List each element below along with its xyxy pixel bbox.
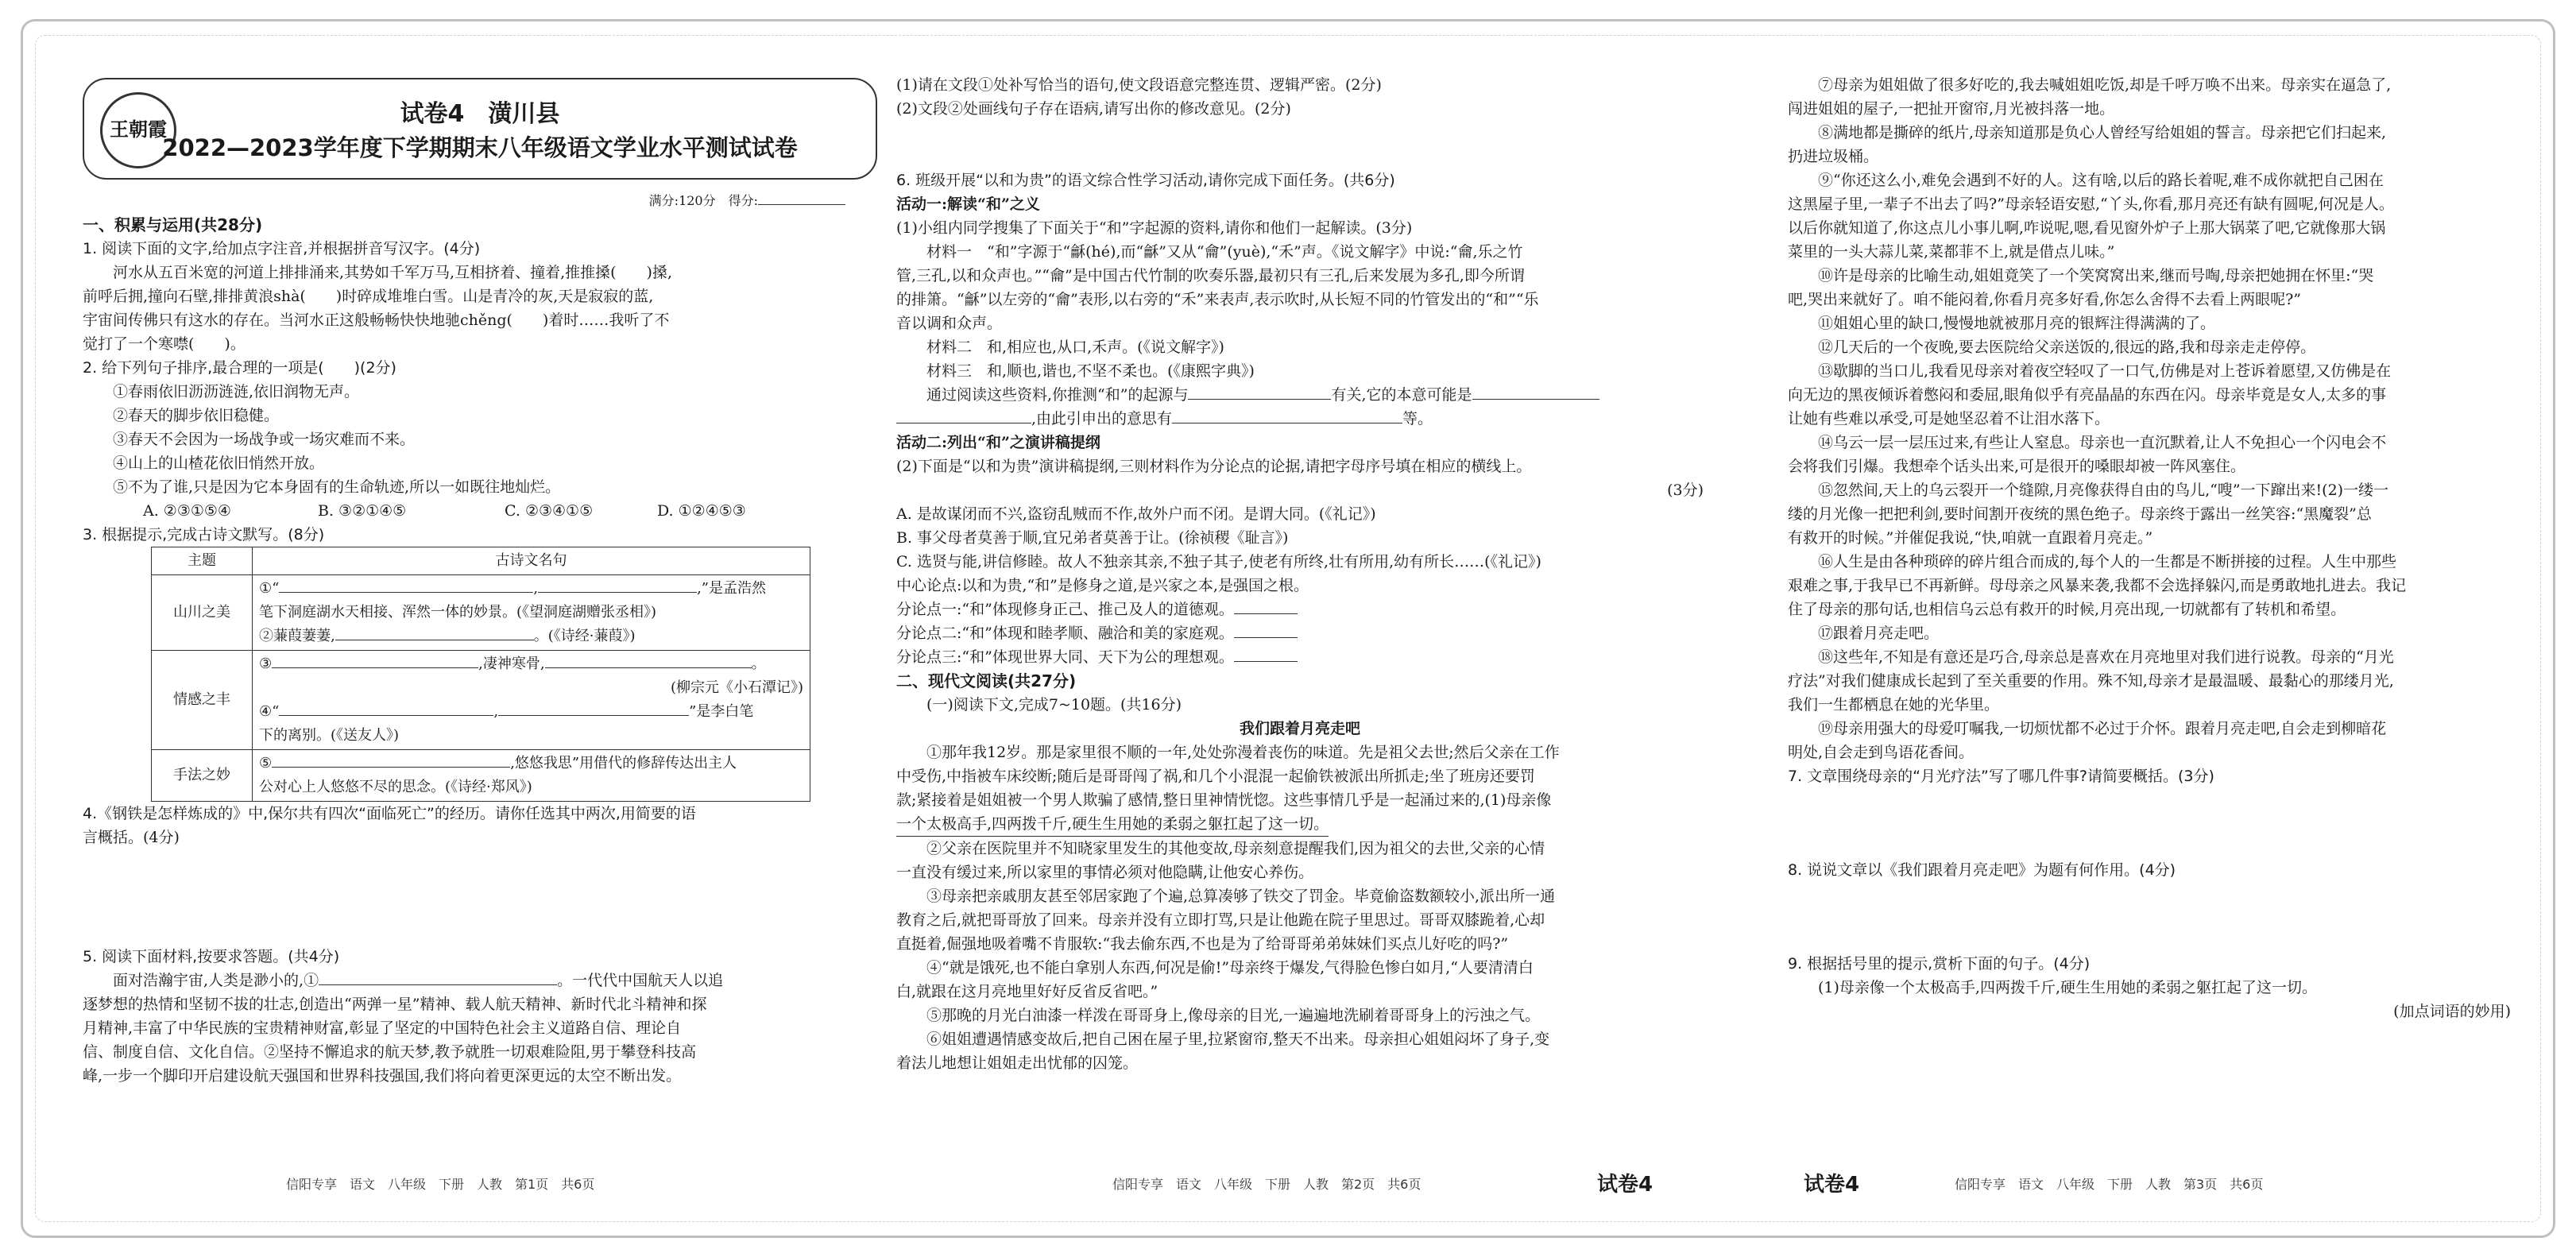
question-9-hint: (加点词语的妙用) (2393, 1003, 2511, 1020)
question-2: 2. 给下列句子排序,最合理的一项是( )(2分) (83, 359, 396, 377)
question-7: 7. 文章围绕母亲的“月光疗法”写了哪几件事?请简要概括。(3分) (1788, 768, 2214, 785)
activity-heading: 活动一:解读“和”之义 (896, 195, 1040, 213)
article-para: ⑭乌云一层一层压过来,有些让人窒息。母亲也一直沉默着,让人不免担心一个闪电会不 (1818, 434, 2387, 451)
article-para: ⑤那晚的月光白油漆一样泼在哥哥身上,像母亲的目光,一遍遍地洗刷着哥哥身上的污浊之气。 (926, 1007, 1541, 1024)
answer-space (83, 849, 877, 945)
question-8: 8. 说说文章以《我们跟着月亮走吧》为题有何作用。(4分) (1788, 861, 2176, 879)
answer-space (1788, 882, 2511, 952)
article-para: ⑲母亲用强大的母爱叮嘱我,一切烦忧都不必过于介怀。跟着月亮走吧,自会走到柳暗花 (1818, 720, 2387, 737)
question-3: 3. 根据提示,完成古诗文默写。(8分) (83, 526, 325, 543)
passage-line: 宇宙间传佛只有这水的存在。当河水正这般畅畅快快地驰chěng( )着时……我听了不 (83, 311, 670, 329)
sub-point: 分论点三:“和”体现世界大同、天下为公的理想观。 (896, 645, 1704, 669)
material-line: 材料二 和,相应也,从口,禾声。(《说文解字》) (926, 338, 1224, 356)
article-para: 我们一生都栖息在她的光华里。 (1788, 696, 2000, 714)
table-header-poem: 古诗文名句 (253, 547, 810, 575)
question-9: 9. 根据括号里的提示,赏析下面的句子。(4分) (1788, 955, 2091, 973)
article-para: ⑦母亲为姐姐做了很多好吃的,我去喊姐姐吃饭,却是千呼万唤不出来。母亲实在逼急了, (1818, 76, 2392, 94)
section-heading: 二、现代文阅读(共27分) (896, 671, 1077, 690)
option-line: ①春雨依旧沥沥涟涟,依旧润物无声。 (113, 383, 360, 400)
option-line: ②春天的脚步依旧稳健。 (113, 407, 280, 424)
article-para: ⑥姐姐遭遇情感变故后,把自己困在屋子里,拉紧窗帘,整天不出来。母亲担心姐姐闷坏了身子,变 (926, 1031, 1550, 1048)
passage-line: 逐梦想的热情和坚韧不拔的壮志,创造出“两弹一星”精神、载人航天精神、新时代北斗精神和探 (83, 996, 707, 1013)
table-cell-theme: 手法之妙 (152, 750, 253, 802)
article-para: ⑯人生是由各种琐碎的碎片组合而成的,每个人的一生都是不断拼接的过程。人生中那些 (1818, 553, 2397, 570)
article-para: 会将我们引爆。我想牵个话头出来,可是很开的嗓眼却被一阵风塞住。 (1788, 458, 2246, 475)
article-para: 住了母亲的那句话,也相信乌云总有救开的时候,月亮出现,一切就都有了转机和希望。 (1788, 601, 2346, 618)
article-para: 教育之后,就把哥哥放了回来。母亲并没有立即打骂,只是让他跪在院子里思过。哥哥双膝跪着,心却 (896, 911, 1545, 929)
article-para: ⑧满地都是撕碎的纸片,母亲知道那是负心人曾经写给姐姐的誓言。母亲把它们扫起来, (1818, 124, 2387, 141)
article-para: 白,就跟在这月亮地里好好反省反省吧。” (896, 983, 1158, 1000)
question-5-2: (2)文段②处画线句子存在语病,请写出你的修改意见。(2分) (896, 100, 1291, 118)
article-para: ⑩许是母亲的比喻生动,姐姐竟笑了一个笑窝窝出来,继而号啕,母亲把她拥在怀里:“哭 (1818, 267, 2374, 284)
option-c: C. 选贤与能,讲信修睦。故人不独亲其亲,不独子其子,使老有所终,壮有所用,幼有所长……(《礼记》) (896, 553, 1541, 570)
question-5: 5. 阅读下面材料,按要求答题。(共4分) (83, 948, 340, 965)
material-line: 材料三 和,顺也,谐也,不坚不柔也。(《康熙字典》) (926, 362, 1255, 380)
article-para: 一个太极高手,四两拨千斤,硬生生用她的柔弱之躯扛起了这一切。 (896, 812, 1329, 837)
score-note: (3分) (1667, 482, 1704, 499)
article-para: 让她有些难以承受,可是她坚忍着不让泪水落下。 (1788, 410, 2110, 427)
question-5-1: (1)请在文段①处补写恰当的语句,使文段语意完整连贯、逻辑严密。(2分) (896, 76, 1382, 94)
article-para: 有救开的时候。”并催促我说,“快,咱就一直跟着月亮走。” (1788, 529, 2153, 547)
article-para: ④“就是饿死,也不能白拿别人东西,何况是偷!”母亲终于爆发,气得脸色惨白如月,“人要清清白 (926, 959, 1534, 977)
article-para: ⑨“你还这么小,难免会遇到不好的人。这有啥,以后的路长着呢,难不成你就把自己困在 (1818, 172, 2384, 189)
answer-space (896, 121, 1704, 168)
question-6-2: (2)下面是“以和为贵”演讲稿提纲,三则材料作为分论点的论据,请把字母序号填在相应的横线上。 (896, 458, 1532, 475)
option-b: B. 事父母者莫善于顺,宜兄弟者莫善于让。(徐祯稷《耻言》) (896, 529, 1289, 547)
question-9-1: (1)母亲像一个太极高手,四两拨千斤,硬生生用她的柔弱之躯扛起了这一切。 (1818, 979, 2317, 996)
option-d: D. ①②④⑤③ (657, 502, 746, 520)
material-line: 材料一 “和”字源于“龢(hé),而“龢”又从“龠”(yuè),“禾”声。《说文解字》中说:“龠,乐之竹 (926, 243, 1523, 261)
material-line: 音以调和众声。 (896, 315, 1003, 332)
article-para: 吧,哭出来就好了。咱不能闷着,你看月亮多好看,你怎么舍得不去看上两眼呢?” (1788, 291, 2302, 308)
answer-options (83, 499, 877, 523)
table-header-theme: 主题 (152, 547, 253, 575)
article-para: 直挺着,倔强地吸着嘴不肯服软:“我去偷东西,不也是为了给哥哥弟弟妹妹们买点儿好吃的吗?” (896, 935, 1509, 953)
column-3 (1788, 73, 2511, 1023)
article-para: 疗法”对我们健康成长起到了至关重要的作用。殊不知,母亲才是最温暖、最黏心的那缕月光, (1788, 672, 2394, 690)
fill-line: 通过阅读这些资料,你推测“和”的起源与 有关,它的本意可能是 (926, 383, 1704, 407)
article-para: ⑮忽然间,天上的乌云裂开一个缝隙,月亮像获得自由的鸟儿,“嗖”一下蹿出来!(2)一缕一 (1818, 482, 2389, 499)
article-para: 缕的月光像一把把利剑,要时间割开夜统的黑色绝子。母亲终于露出一丝笑容:“黑魔裂”总 (1788, 505, 2372, 523)
exam-label: 试卷4 (1804, 1173, 1860, 1197)
article-para: 明处,自会走到鸟语花香间。 (1788, 744, 1975, 761)
question-6-1: (1)小组内同学搜集了下面关于“和”字起源的资料,请你和他们一起解读。(3分) (896, 219, 1413, 237)
article-para: ⑱这些年,不知是有意还是巧合,母亲总是喜欢在月亮地里对我们进行说教。母亲的“月光 (1818, 648, 2394, 666)
article-para: 着法儿地想让姐姐走出忧郁的囚笼。 (896, 1054, 1139, 1072)
material-line: 管,三孔,以和众声也。”“龠”是中国古代竹制的吹奏乐器,最初只有三孔,后来发展为多孔,即今所谓 (896, 267, 1525, 284)
option-line: ⑤不为了谁,只是因为它本身固有的生命轨迹,所以一如既往地灿烂。 (113, 478, 561, 496)
sub-point: 分论点二:“和”体现和睦孝顺、融洽和美的家庭观。 (896, 621, 1704, 645)
table-cell-poem: ①“ , ,”是孟浩然 笔下洞庭湖水天相接、浑然一体的妙景。(《望洞庭湖赠张丞相》) ②蒹葭萋萋, 。(《诗经·蒹葭》) (253, 575, 810, 651)
article-para: ①那年我12岁。那是家里很不顺的一年,处处弥漫着丧伤的味道。先是祖父去世;然后父亲在工作 (926, 744, 1560, 761)
article-para: 中受伤,中指被车床绞断;随后是哥哥闯了祸,和几个小混混一起偷铁被派出所抓走;坐了班房还要罚 (896, 768, 1535, 785)
material-line: 的排箫。“龢”以左旁的“龠”表形,以右旁的“禾”来表声,表示吹时,从长短不同的竹管发出的“和”“乐 (896, 291, 1539, 308)
passage-line: 面对浩瀚宇宙,人类是渺小的,① 。一代代中国航天人以追 (113, 972, 724, 989)
article-para: ⑫几天后的一个夜晚,要去医院给父亲送饭的,很远的路,我和母亲走走停停。 (1818, 338, 2316, 356)
exam-subtitle: 2022—2023学年度下学期期末八年级语文学业水平测试试卷 (162, 134, 798, 161)
article-para: 以后你就知道了,你这点儿小事儿啊,咋说呢,嗯,看见窗外炉子上那大锅菜了吧,它就像那大锅 (1788, 219, 2386, 237)
passage-line: 月精神,丰富了中华民族的宝贵精神财富,彰显了坚定的中国特色社会主义道路自信、理论自 (83, 1019, 682, 1037)
article-para: 艰难之事,于我早已不再新鲜。母母亲之风暴来袭,我都不会选择躲闪,而是勇敢地扎进去。我记 (1788, 577, 2407, 594)
article-para: 菜里的一头大蒜儿菜,菜都菲不上,就是借点儿味。” (1788, 243, 2115, 261)
sub-point: 分论点一:“和”体现修身正己、推己及人的道德观。 (896, 598, 1704, 621)
option-a: A. ②③①⑤④ (143, 502, 231, 520)
article-para: ③母亲把亲戚朋友甚至邻居家跑了个遍,总算凑够了铁交了罚金。毕竟偷盗数额较小,派出所一通 (926, 888, 1556, 905)
table-cell-theme: 情感之丰 (152, 651, 253, 750)
passage-line: 河水从五百米宽的河道上排排涌来,其势如千军万马,互相挤着、撞着,推推搡( )搡, (113, 264, 672, 281)
reading-instruction: (一)阅读下文,完成7~10题。(共16分) (926, 696, 1182, 714)
article-para: 一直没有缓过来,所以家里的事情必须对他隐瞒,让他安心养伤。 (896, 864, 1314, 881)
fill-line: ,由此引申出的意思有 等。 (896, 407, 1704, 431)
question-1: 1. 阅读下面的文字,给加点字注音,并根据拼音写汉字。(4分) (83, 240, 481, 257)
option-line: ③春天不会因为一场战争或一场灾难而不来。 (113, 431, 416, 448)
publisher-logo: 王朝霞 (100, 92, 176, 168)
article-title: 我们跟着月亮走吧 (1239, 720, 1360, 737)
article-para: ②父亲在医院里并不知晓家里发生的其他变故,母亲刻意提醒我们,因为祖父的去世,父亲的心情 (926, 840, 1545, 857)
passage-line: 峰,一步一个脚印开启建设航天强国和世界科技强国,我们将向着更深更远的太空不断出发。 (83, 1067, 682, 1085)
article-para: ⑰跟着月亮走吧。 (1818, 625, 1940, 642)
column-1 (83, 213, 877, 1088)
column-2 (896, 73, 1704, 1075)
question-6: 6. 班级开展“以和为贵”的语文综合性学习活动,请你完成下面任务。(共6分) (896, 172, 1395, 189)
question-4-cont: 言概括。(4分) (83, 829, 180, 846)
article-para: ⑬歇脚的当口儿,我看见母亲对着夜空轻叹了一口气,仿佛是对上苍诉着愿望,又仿佛是在 (1818, 362, 2392, 380)
option-c: C. ②③④①⑤ (505, 502, 594, 520)
question-4: 4.《钢铁是怎样炼成的》中,保尔共有四次“面临死亡”的经历。请你任选其中两次,用简要的语 (83, 805, 696, 822)
article-para: 这黑屋子里,一辈子不出去了吗?”母亲轻语安慰,“丫头,你看,那月亮还有缺有圆呢,何况是人。 (1788, 195, 2394, 213)
answer-space (1788, 788, 2511, 858)
option-line: ④山上的山楂花依旧悄然开放。 (113, 454, 325, 472)
article-para: 款;紧接着是姐姐被一个男人欺骗了感情,整日里神情恍惚。这些事情几乎是一起涌过来的,(1)母亲像 (896, 791, 1552, 809)
exam-label: 试卷4 (1597, 1173, 1654, 1197)
option-a: A. 是故谋闭而不兴,盗窃乱贼而不作,故外户而不闭。是谓大同。(《礼记》) (896, 505, 1376, 523)
center-point: 中心论点:以和为贵,“和”是修身之道,是兴家之本,是强国之根。 (896, 577, 1309, 594)
table-cell-theme: 山川之美 (152, 575, 253, 651)
passage-line: 前呼后拥,撞向石壁,排排黄浪shà( )时碎成堆堆白雪。山是青冷的灰,天是寂寂的蓝, (83, 288, 654, 305)
exam-title: 试卷4 潢川县 (400, 100, 560, 128)
table-cell-poem: ③ ,凄神寒骨, 。 (柳宗元《小石潭记》) ④“ , ”是李白笔 下的离别。(《送友人》) (253, 651, 810, 750)
table-cell-poem: ⑤ ,悠悠我思”用借代的修辞传达出主人 公对心上人悠悠不尽的思念。(《诗经·郑风》) (253, 750, 810, 802)
article-para: ⑪姐姐心里的缺口,慢慢地就被那月亮的银辉注得满满的了。 (1818, 315, 2216, 332)
exam-title-box (83, 78, 877, 180)
article-para: 扔进垃圾桶。 (1788, 148, 1879, 165)
article-para: 闯进姐姐的屋子,一把扯开窗帘,月光被抖落一地。 (1788, 100, 2115, 118)
article-para: 向无边的黑夜倾诉着憋闷和委屈,眼角似乎有亮晶晶的东西在闪。母亲毕竟是女人,太多的事 (1788, 386, 2387, 404)
page-footer: 信阳专享 语文 八年级 下册 人教 第2页 共6页 (1112, 1177, 1421, 1192)
poem-table (151, 547, 810, 802)
page-footer: 信阳专享 语文 八年级 下册 人教 第3页 共6页 (1955, 1177, 2264, 1192)
section-heading: 一、积累与运用(共28分) (83, 215, 263, 234)
page-footer: 信阳专享 语文 八年级 下册 人教 第1页 共6页 (286, 1177, 595, 1192)
passage-line: 觉打了一个寒噤( )。 (83, 335, 246, 353)
activity-heading: 活动二:列出“和”之演讲稿提纲 (896, 434, 1100, 451)
passage-line: 信、制度自信、文化自信。②坚持不懈追求的航天梦,教予就胜一切艰难险阻,男于攀登科技高 (83, 1043, 697, 1061)
option-b: B. ③②①④⑤ (318, 502, 407, 520)
score-info: 满分:120分 得分: (83, 191, 845, 209)
